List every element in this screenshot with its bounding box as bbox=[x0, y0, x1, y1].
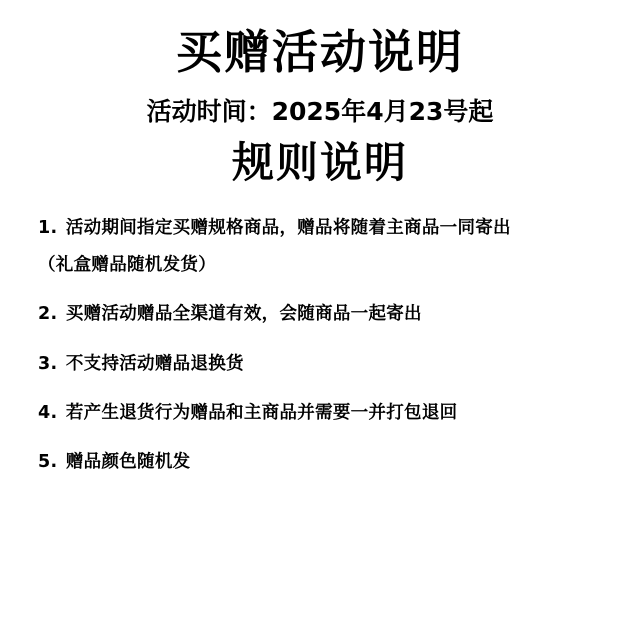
page-title: 买赠活动说明 bbox=[176, 25, 464, 79]
rule-number: 4. bbox=[38, 402, 58, 423]
rule-text: 若产生退货行为赠品和主商品并需要一并打包退回 bbox=[65, 402, 458, 423]
list-item bbox=[38, 301, 606, 328]
rule-number: 5. bbox=[38, 451, 58, 472]
list-item bbox=[38, 400, 606, 427]
list-item bbox=[38, 449, 606, 476]
rule-text: 活动期间指定买赠规格商品，赠品将随着主商品一同寄出 bbox=[65, 218, 511, 239]
list-item bbox=[38, 351, 606, 378]
rule-number: 3. bbox=[38, 353, 58, 374]
rule-number: 1. bbox=[38, 218, 58, 239]
rule-text: 买赠活动赠品全渠道有效，会随商品一起寄出 bbox=[65, 304, 422, 325]
rule-text: 赠品颜色随机发 bbox=[65, 451, 191, 472]
activity-period-text: 活动时间：2025年4月23号起 bbox=[146, 96, 494, 126]
rules-section-title: 规则说明 bbox=[231, 137, 408, 187]
rule-text: 不支持活动赠品退换货 bbox=[65, 353, 244, 374]
list-item bbox=[38, 215, 606, 279]
rule-subtext: （礼盒赠品随机发货） bbox=[38, 255, 216, 276]
rule-number: 2. bbox=[38, 304, 58, 325]
rules-list bbox=[28, 215, 612, 476]
